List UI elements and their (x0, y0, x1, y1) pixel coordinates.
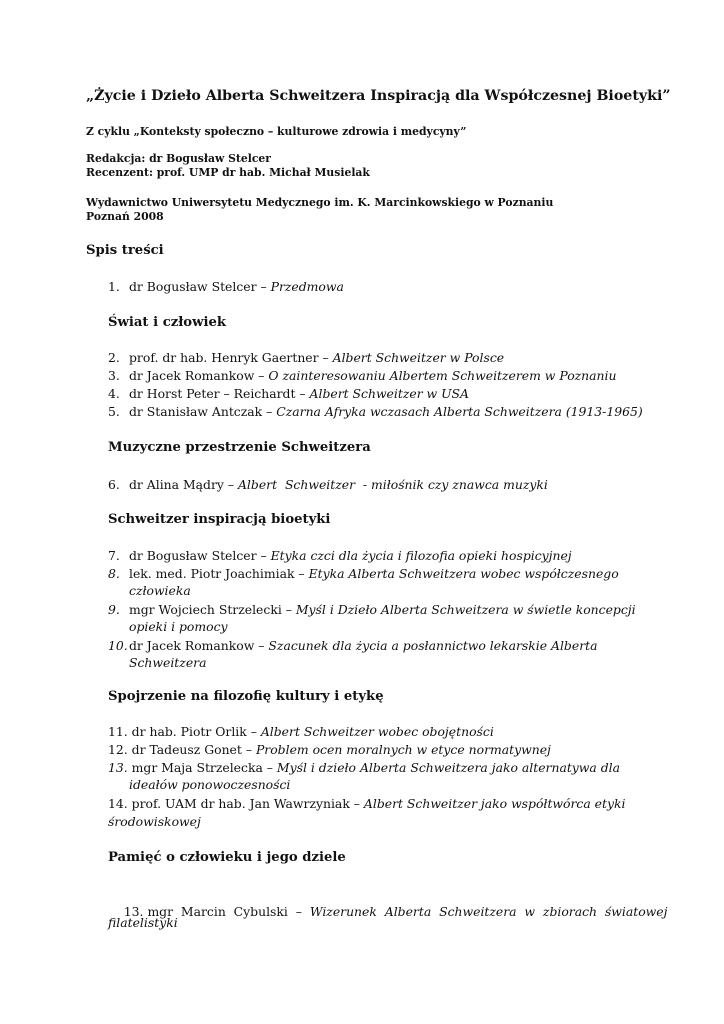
editor-line: Redakcja: dr Bogusław Stelcer (86, 152, 271, 165)
item-number: 2. (108, 350, 120, 365)
item-title: Etyka Alberta Schweitzera wobec współczesnego (308, 566, 619, 581)
item-title: Myśl i Dzieło Alberta Schweitzera w świetle koncepcji (295, 602, 636, 617)
toc-heading: Spis treści (86, 243, 164, 258)
item-title: Problem ocen moralnych w etyce normatywnej (255, 742, 551, 757)
item-title: Wizerunek Alberta Schweitzera w zbiorach światowej (309, 903, 668, 919)
section-heading: Muzyczne przestrzenie Schweitzera (108, 440, 371, 455)
item-author: dr Alina Mądry – (129, 477, 238, 492)
item-number: 6. (108, 477, 120, 492)
item-title: Etyka czci dla życia i filozofia opieki hospicyjnej (270, 548, 572, 563)
section-heading: Świat i człowiek (108, 315, 226, 330)
book-title: „Życie i Dzieło Alberta Schweitzera Inspiracją dla Współczesnej Bioetyki” (86, 88, 671, 104)
item-number: 4. (108, 386, 120, 401)
item-author: prof. dr hab. Henryk Gaertner – (129, 350, 333, 365)
item-author: lek. med. Piotr Joachimiak – (129, 566, 309, 581)
item-title: Albert Schweitzer w Polsce (332, 350, 505, 365)
reviewer-line: Recenzent: prof. UMP dr hab. Michał Musielak (86, 166, 370, 179)
item-title: Czarna Afryka wczasach Alberta Schweitzera (1913-1965) (276, 404, 643, 419)
item-author: mgr Wojciech Strzelecki – (129, 602, 296, 617)
section-heading: Spojrzenie na filozofię kultury i etykę (108, 689, 384, 704)
item-title: Albert Schweitzer w USA (309, 386, 469, 401)
item-author: mgr Marcin Cybulski – (147, 903, 310, 919)
item-number: 1. (108, 279, 120, 294)
item-author: dr hab. Piotr Orlik – (131, 724, 261, 739)
section-heading: Schweitzer inspiracją bioetyki (108, 512, 331, 527)
item-number: 8. (108, 566, 120, 581)
item-author: dr Jacek Romankow – (129, 368, 269, 383)
place-year-line: Poznań 2008 (86, 210, 164, 223)
item-author: prof. UAM dr hab. Jan Wawrzyniak – (131, 796, 364, 811)
toc-item (108, 723, 494, 741)
item-author: dr Bogusław Stelcer – (129, 279, 271, 294)
item-number: 5. (108, 404, 120, 419)
item-author: dr Stanisław Antczak – (129, 404, 277, 419)
item-author: dr Horst Peter – Reichardt – (129, 386, 310, 401)
toc-item (108, 795, 625, 813)
item-number: 13. (123, 903, 144, 919)
item-author: dr Bogusław Stelcer – (129, 548, 271, 563)
toc-item (108, 885, 667, 938)
item-title-continued: człowieka (129, 583, 191, 598)
item-number: 3. (108, 368, 120, 383)
item-number: 12. (108, 742, 128, 757)
item-title: Albert Schweitzer - miłośnik czy znawca muzyki (237, 477, 548, 492)
series-line: Z cyklu „Konteksty społeczno – kulturowe zdrowia i medycyny” (86, 125, 467, 138)
item-title: Szacunek dla życia a posłannictwo lekarskie Alberta (268, 638, 598, 653)
item-title: Albert Schweitzer wobec obojętności (260, 724, 494, 739)
item-number: 13. (108, 760, 128, 775)
item-title-continued: filatelistyki (108, 915, 178, 930)
item-title-continued: ideałów ponowoczesności (129, 777, 291, 792)
item-title: Myśl i dzieło Alberta Schweitzera jako alternatywa dla (276, 760, 621, 775)
item-title-continued: środowiskowej (108, 814, 201, 829)
item-number: 14. (108, 796, 128, 811)
item-number: 10. (108, 638, 128, 653)
item-title-continued: opieki i pomocy (129, 619, 228, 634)
item-number: 11. (108, 724, 128, 739)
item-title-continued: Schweitzera (129, 655, 207, 670)
item-number: 9. (108, 602, 120, 617)
item-author: mgr Maja Strzelecka – (131, 760, 277, 775)
section-heading: Pamięć o człowieku i jego dziele (108, 850, 346, 865)
item-author: dr Jacek Romankow – (129, 638, 269, 653)
item-title: Przedmowa (270, 279, 344, 294)
item-author: dr Tadeusz Gonet – (131, 742, 256, 757)
item-title: Albert Schweitzer jako współtwórca etyki (363, 796, 626, 811)
item-number: 7. (108, 548, 120, 563)
publisher-line: Wydawnictwo Uniwersytetu Medycznego im. K. Marcinkowskiego w Poznaniu (86, 196, 554, 209)
toc-item (108, 741, 551, 759)
toc-item (108, 759, 620, 777)
item-title: O zainteresowaniu Albertem Schweitzerem w Poznaniu (268, 368, 617, 383)
